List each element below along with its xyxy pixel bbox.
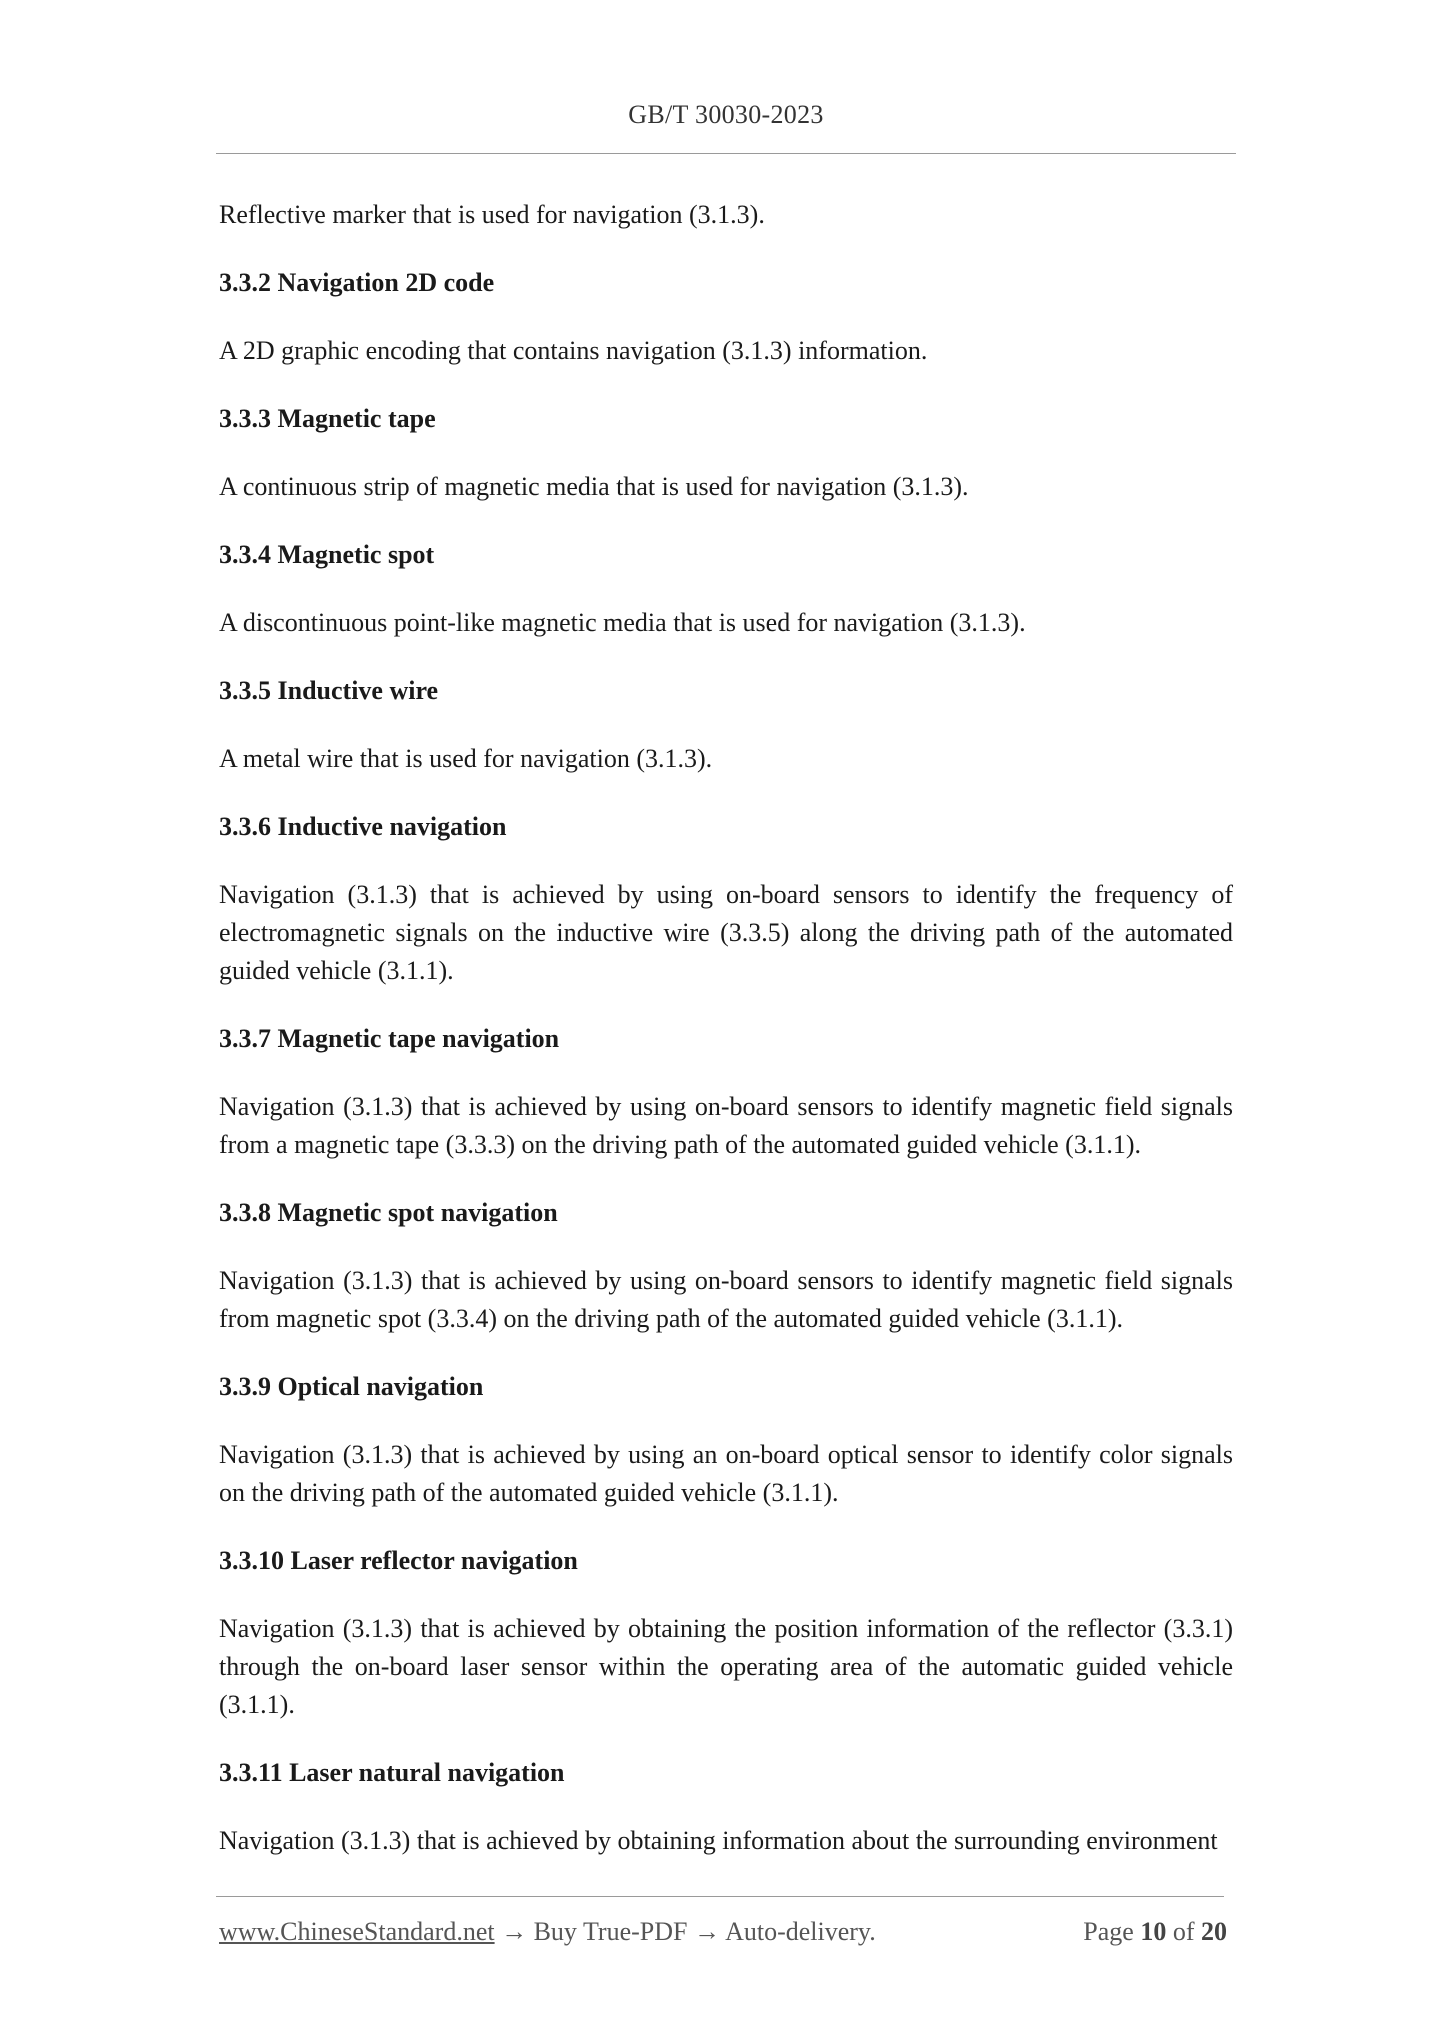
page-total: 20	[1201, 1917, 1227, 1946]
document-body	[219, 196, 1233, 1860]
paragraph: Reflective marker that is used for navigation (3.1.3).	[219, 200, 765, 229]
arrow-icon: →	[501, 1917, 528, 1946]
block-spacer	[219, 1512, 1233, 1542]
paragraph: A metal wire that is used for navigation (3.1.3).	[219, 744, 713, 773]
section-heading: 3.3.11 Laser natural navigation	[219, 1758, 565, 1787]
block-spacer	[219, 506, 1233, 536]
block-spacer	[219, 710, 1233, 740]
block-spacer	[219, 990, 1233, 1020]
section-heading: 3.3.8 Magnetic spot navigation	[219, 1198, 558, 1227]
paragraph: Navigation (3.1.3) that is achieved by using on-board sensors to identify the frequency of electromagnetic signals on the inductive wire (3.3.5) along the driving path of the automated guided vehicle (3.1.1).	[219, 880, 1233, 985]
buy-text: Buy True-PDF	[533, 1917, 688, 1946]
page-header-title: GB/T 30030-2023	[628, 100, 824, 129]
paragraph: Navigation (3.1.3) that is achieved by using on-board sensors to identify magnetic field signals from magnetic spot (3.3.4) on the driving path of the automated guided vehicle (3.1.1).	[219, 1266, 1233, 1333]
page-label: Page	[1083, 1917, 1134, 1946]
section-heading: 3.3.5 Inductive wire	[219, 676, 439, 705]
paragraph: Navigation (3.1.3) that is achieved by using an on-board optical sensor to identify color signals on the driving path of the automated guided vehicle (3.1.1).	[219, 1440, 1233, 1507]
site-link[interactable]: www.ChineseStandard.net	[219, 1917, 495, 1946]
footer-promo	[219, 1917, 876, 1947]
section-heading: 3.3.2 Navigation 2D code	[219, 268, 495, 297]
block-spacer	[219, 778, 1233, 808]
paragraph: Navigation (3.1.3) that is achieved by using on-board sensors to identify magnetic field signals from a magnetic tape (3.3.3) on the driving path of the automated guided vehicle (3.1.1).	[219, 1092, 1233, 1159]
delivery-text: Auto-delivery.	[725, 1917, 876, 1946]
section-heading: 3.3.3 Magnetic tape	[219, 404, 436, 433]
block-spacer	[219, 1724, 1233, 1754]
header-divider	[216, 153, 1236, 154]
section-heading: 3.3.6 Inductive navigation	[219, 812, 507, 841]
block-spacer	[219, 1406, 1233, 1436]
block-spacer	[219, 642, 1233, 672]
block-spacer	[219, 438, 1233, 468]
block-spacer	[219, 846, 1233, 876]
section-heading: 3.3.7 Magnetic tape navigation	[219, 1024, 560, 1053]
block-spacer	[219, 1232, 1233, 1262]
block-spacer	[219, 370, 1233, 400]
block-spacer	[219, 234, 1233, 264]
block-spacer	[219, 1792, 1233, 1822]
page-number	[1083, 1917, 1227, 1947]
section-heading: 3.3.9 Optical navigation	[219, 1372, 484, 1401]
block-spacer	[219, 302, 1233, 332]
page-current: 10	[1140, 1917, 1167, 1946]
block-spacer	[219, 1580, 1233, 1610]
paragraph: A discontinuous point-like magnetic media that is used for navigation (3.1.3).	[219, 608, 1026, 637]
block-spacer	[219, 1058, 1233, 1088]
paragraph: Navigation (3.1.3) that is achieved by obtaining information about the surrounding environment	[219, 1826, 1218, 1855]
paragraph: A 2D graphic encoding that contains navigation (3.1.3) information.	[219, 336, 928, 365]
arrow-icon: →	[694, 1917, 720, 1946]
block-spacer	[219, 1338, 1233, 1368]
block-spacer	[219, 574, 1233, 604]
of-label: of	[1172, 1917, 1195, 1946]
section-heading: 3.3.4 Magnetic spot	[219, 540, 435, 569]
section-heading: 3.3.10 Laser reflector navigation	[219, 1546, 578, 1575]
footer-divider	[216, 1896, 1224, 1897]
block-spacer	[219, 1164, 1233, 1194]
paragraph: Navigation (3.1.3) that is achieved by obtaining the position information of the reflector (3.3.1) through the on-board laser sensor within the operating area of the automatic guided vehicle (3.1.1).	[219, 1614, 1233, 1719]
paragraph: A continuous strip of magnetic media that is used for navigation (3.1.3).	[219, 472, 969, 501]
